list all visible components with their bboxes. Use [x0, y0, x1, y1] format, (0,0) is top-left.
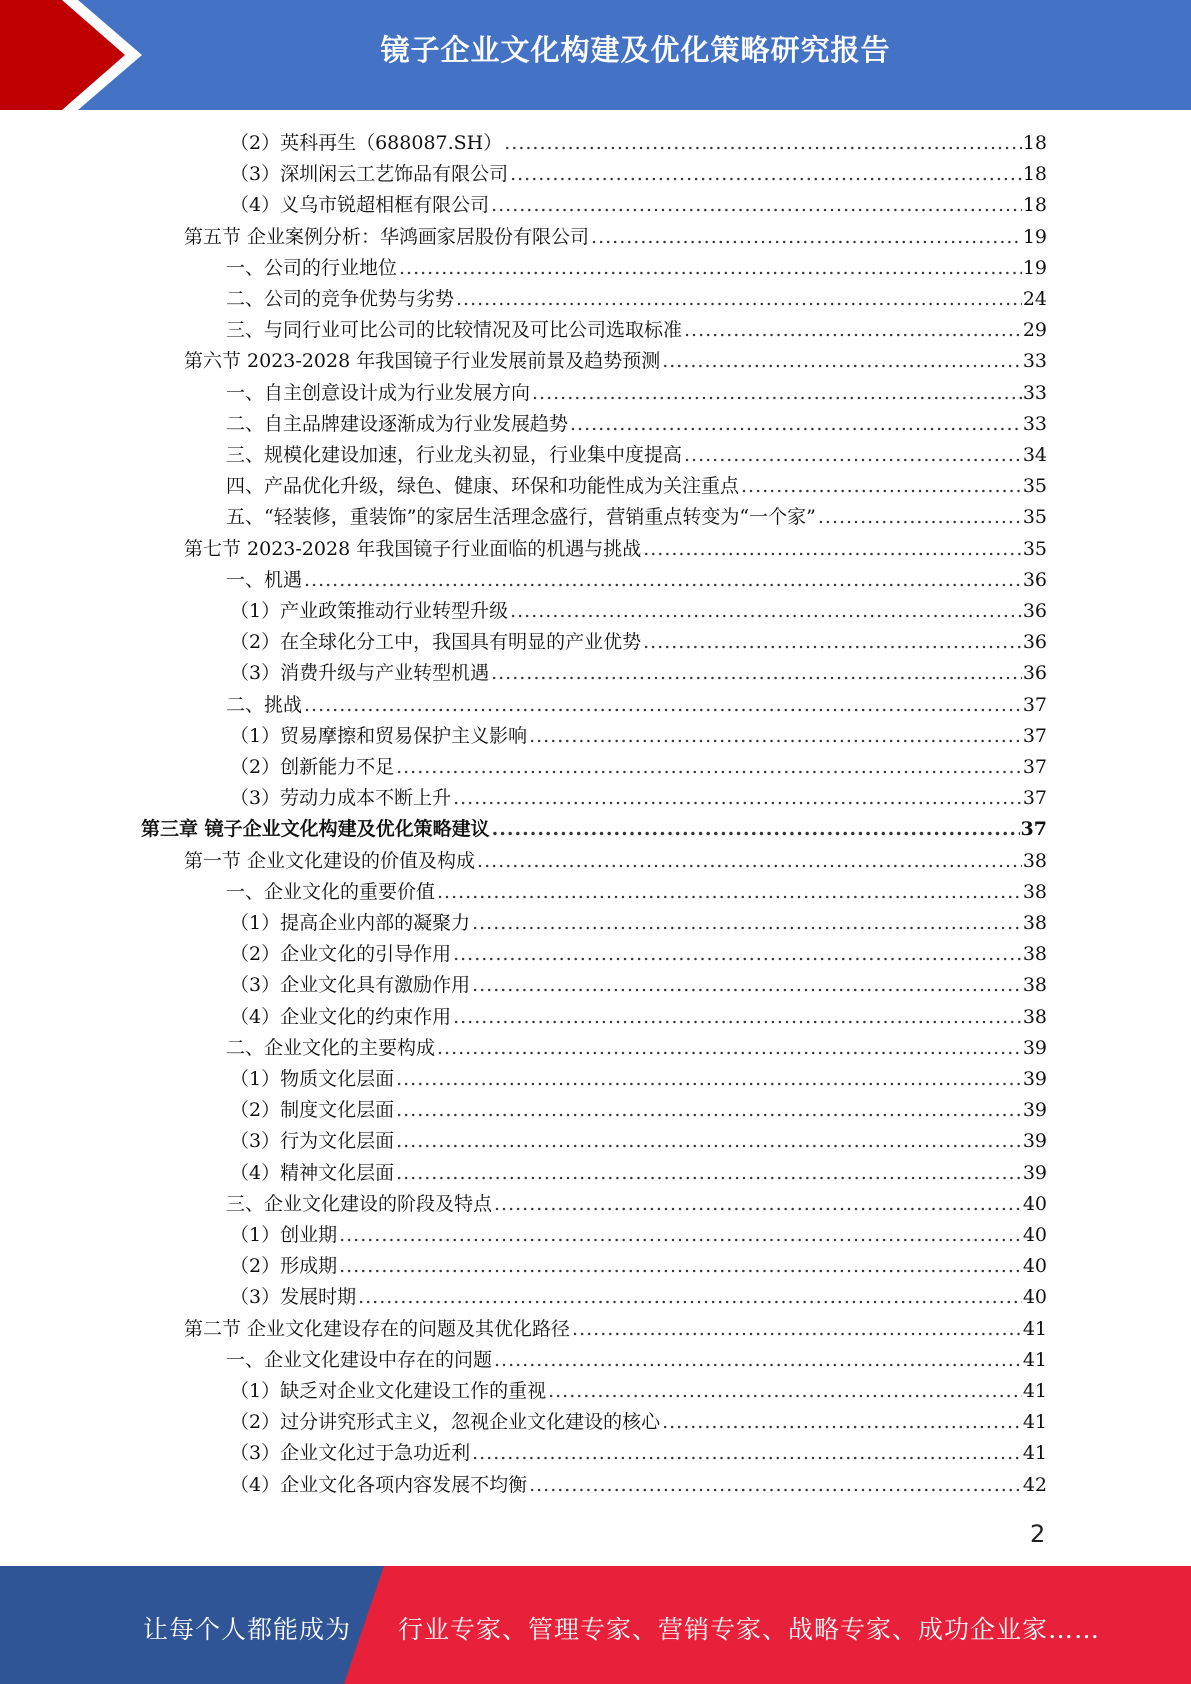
- toc-entry-page: 39: [1022, 1099, 1047, 1122]
- toc-leader-dots: [304, 565, 1022, 596]
- toc-leader-dots: [396, 1158, 1022, 1189]
- toc-entry[interactable]: [230, 1220, 1047, 1251]
- toc-entry-title: （2）制度文化层面: [230, 1099, 395, 1122]
- toc-entry-page: 34: [1022, 444, 1047, 466]
- toc-entry-page: 36: [1022, 631, 1047, 654]
- toc-leader-dots: [396, 1064, 1022, 1095]
- toc-leader-dots: [570, 409, 1022, 440]
- toc-entry-title: （4）企业文化的约束作用: [230, 1005, 452, 1028]
- toc-leader-dots: [456, 284, 1022, 315]
- toc-entry[interactable]: [230, 1470, 1047, 1501]
- toc-entry-page: 19: [1022, 256, 1047, 279]
- toc-entry[interactable]: [184, 346, 1047, 377]
- toc-entry-page: 36: [1022, 600, 1047, 622]
- toc-entry[interactable]: [230, 1438, 1047, 1469]
- toc-entry-title: （4）精神文化层面: [230, 1161, 395, 1184]
- toc-entry[interactable]: [184, 534, 1047, 565]
- toc-entry-title: （1）物质文化层面: [230, 1068, 395, 1090]
- toc-leader-dots: [548, 1376, 1022, 1407]
- toc-entry[interactable]: [226, 471, 1047, 502]
- toc-entry[interactable]: [230, 1158, 1047, 1189]
- toc-entry-page: 35: [1022, 475, 1047, 498]
- toc-entry-title: （3）消费升级与产业转型机遇: [230, 662, 490, 685]
- toc-entry[interactable]: [230, 1126, 1047, 1157]
- toc-entry-page: 35: [1022, 506, 1047, 529]
- toc-entry-title: 一、机遇: [226, 568, 303, 591]
- toc-entry[interactable]: [230, 627, 1047, 658]
- toc-entry-page: 41: [1022, 1380, 1047, 1402]
- toc-entry-page: 18: [1022, 163, 1047, 186]
- page-header: [0, 0, 1191, 110]
- toc-entry-title: 二、挑战: [226, 693, 303, 716]
- toc-leader-dots: [477, 846, 1022, 877]
- toc-leader-dots: [358, 1282, 1022, 1313]
- toc-entry[interactable]: [230, 721, 1047, 752]
- toc-entry-page: 39: [1022, 1036, 1047, 1059]
- toc-entry-page: 38: [1022, 974, 1047, 997]
- page-number: 2: [1030, 1520, 1046, 1548]
- toc-entry[interactable]: [230, 1407, 1047, 1438]
- toc-entry-title: （2）过分讲究形式主义，忽视企业文化建设的核心: [230, 1411, 661, 1434]
- toc-leader-dots: [510, 596, 1022, 627]
- toc-entry-title: （2）形成期: [230, 1255, 338, 1278]
- toc-leader-dots: [472, 970, 1022, 1001]
- toc-entry-page: 40: [1022, 1224, 1047, 1246]
- toc-entry-page: 37: [1022, 724, 1047, 747]
- toc-entry-page: 41: [1022, 1317, 1047, 1340]
- toc-entry-title: 三、企业文化建设的阶段及特点: [226, 1192, 493, 1215]
- toc-entry-page: 18: [1022, 194, 1047, 217]
- toc-entry-page: 37: [1022, 756, 1047, 778]
- toc-entry-page: 24: [1022, 288, 1047, 310]
- toc-leader-dots: [818, 502, 1022, 533]
- toc-entry[interactable]: [226, 315, 1047, 346]
- toc-entry-title: （2）英科再生（688087.SH）: [230, 132, 503, 154]
- toc-leader-dots: [643, 627, 1022, 658]
- toc-entry-title: 一、企业文化建设中存在的问题: [226, 1348, 493, 1371]
- toc-entry-page: 40: [1022, 1286, 1047, 1309]
- toc-entry-title: 第五节 企业案例分析：华鸿画家居股份有限公司: [184, 225, 590, 248]
- toc-entry-title: 二、企业文化的主要构成: [226, 1036, 436, 1059]
- toc-entry-title: （1）缺乏对企业文化建设工作的重视: [230, 1380, 547, 1402]
- toc-leader-dots: [532, 378, 1022, 409]
- toc-entry[interactable]: [230, 596, 1047, 627]
- toc-entry[interactable]: [226, 565, 1047, 596]
- toc-entry-title: 第六节 2023-2028 年我国镜子行业发展前景及趋势预测: [184, 350, 661, 373]
- toc-entry[interactable]: [226, 1345, 1047, 1376]
- footer-slogan-right: 行业专家、管理专家、营销专家、战略专家、成功企业家……: [398, 1615, 1101, 1644]
- toc-entry-page: 18: [1022, 132, 1047, 154]
- toc-entry-title: （3）深圳闲云工艺饰品有限公司: [230, 163, 509, 186]
- toc-entry[interactable]: [230, 970, 1047, 1001]
- toc-leader-dots: [662, 1407, 1022, 1438]
- toc-entry-title: 第七节 2023-2028 年我国镜子行业面临的机遇与挑战: [184, 537, 642, 560]
- toc-entry[interactable]: [226, 1189, 1047, 1220]
- toc-entry[interactable]: [230, 159, 1047, 190]
- toc-leader-dots: [492, 814, 1020, 845]
- toc-entry[interactable]: [230, 1095, 1047, 1126]
- toc-entry-title: 第一节 企业文化建设的价值及构成: [184, 849, 476, 872]
- toc-entry[interactable]: [184, 222, 1047, 253]
- toc-entry-title: 三、与同行业可比公司的比较情况及可比公司选取标准: [226, 319, 683, 342]
- toc-entry-title: 五、“轻装修，重装饰”的家居生活理念盛行，营销重点转变为“一个家”: [226, 506, 816, 529]
- toc-entry-title: 第二节 企业文化建设存在的问题及其优化路径: [184, 1317, 571, 1340]
- toc-entry-page: 41: [1022, 1442, 1047, 1465]
- toc-entry-title: （2）在全球化分工中，我国具有明显的产业优势: [230, 631, 642, 654]
- toc-entry[interactable]: [226, 877, 1047, 908]
- toc-entry[interactable]: [226, 1033, 1047, 1064]
- toc-entry-title: 一、企业文化的重要价值: [226, 880, 436, 903]
- toc-entry-title: （3）发展时期: [230, 1286, 357, 1309]
- toc-entry[interactable]: [226, 502, 1047, 533]
- report-title: 镜子企业文化构建及优化策略研究报告: [380, 33, 891, 67]
- toc-entry-page: 42: [1022, 1473, 1047, 1496]
- toc-entry[interactable]: [230, 190, 1047, 221]
- toc-leader-dots: [494, 1189, 1022, 1220]
- toc-entry[interactable]: [230, 1251, 1047, 1282]
- toc-leader-dots: [504, 128, 1022, 159]
- toc-entry-title: （3）劳动力成本不断上升: [230, 787, 452, 810]
- toc-entry-title: （3）企业文化过于急功近利: [230, 1442, 471, 1465]
- toc-entry-page: 41: [1022, 1348, 1047, 1371]
- toc-entry[interactable]: [230, 1376, 1047, 1407]
- toc-entry[interactable]: [184, 846, 1047, 877]
- toc-entry-page: 36: [1022, 568, 1047, 591]
- toc-entry[interactable]: [230, 1064, 1047, 1095]
- toc-entry-page: 36: [1022, 662, 1047, 685]
- toc-entry[interactable]: [230, 1002, 1047, 1033]
- toc-leader-dots: [396, 752, 1022, 783]
- toc-entry[interactable]: [226, 378, 1047, 409]
- toc-entry[interactable]: [230, 908, 1047, 939]
- toc-leader-dots: [472, 908, 1022, 939]
- toc-leader-dots: [510, 159, 1022, 190]
- toc-leader-dots: [304, 690, 1022, 721]
- toc-entry-title: （1）创业期: [230, 1224, 338, 1246]
- toc-entry-title: （2）企业文化的引导作用: [230, 943, 452, 966]
- toc-leader-dots: [396, 1095, 1022, 1126]
- toc-leader-dots: [494, 1345, 1022, 1376]
- toc-entry-page: 38: [1022, 943, 1047, 966]
- toc-entry-title: （4）企业文化各项内容发展不均衡: [230, 1473, 528, 1496]
- toc-entry-page: 33: [1022, 412, 1047, 435]
- toc-entry-page: 19: [1022, 225, 1047, 248]
- toc-leader-dots: [741, 471, 1022, 502]
- toc-entry-page: 39: [1022, 1068, 1047, 1090]
- toc-leader-dots: [396, 1126, 1022, 1157]
- toc-entry[interactable]: [230, 783, 1047, 814]
- toc-entry-title: （1）产业政策推动行业转型升级: [230, 600, 509, 622]
- toc-entry-title: （1）贸易摩擦和贸易保护主义影响: [230, 724, 528, 747]
- toc-entry-page: 39: [1022, 1161, 1047, 1184]
- toc-entry[interactable]: [226, 690, 1047, 721]
- toc-entry[interactable]: [226, 284, 1047, 315]
- toc-entry-title: 二、自主品牌建设逐渐成为行业发展趋势: [226, 412, 569, 435]
- toc-entry-title: 三、规模化建设加速，行业龙头初显，行业集中度提高: [226, 444, 683, 466]
- toc-leader-dots: [491, 658, 1022, 689]
- toc-entry-title: （3）企业文化具有激励作用: [230, 974, 471, 997]
- toc-entry[interactable]: [230, 658, 1047, 689]
- toc-entry-page: 29: [1022, 319, 1047, 342]
- toc-entry-page: 40: [1022, 1255, 1047, 1278]
- toc-leader-dots: [453, 783, 1022, 814]
- toc-entry-title: （4）义乌市锐超相框有限公司: [230, 194, 490, 217]
- toc-entry-title: （2）创新能力不足: [230, 756, 395, 778]
- toc-entry-title: 一、自主创意设计成为行业发展方向: [226, 381, 531, 404]
- toc-entry-page: 38: [1022, 849, 1047, 872]
- toc-entry-title: 一、公司的行业地位: [226, 256, 398, 279]
- toc-leader-dots: [339, 1251, 1022, 1282]
- toc-leader-dots: [643, 534, 1022, 565]
- toc-leader-dots: [437, 1033, 1022, 1064]
- toc-leader-dots: [437, 877, 1022, 908]
- toc-entry[interactable]: [226, 440, 1047, 471]
- toc-entry-title: （1）提高企业内部的凝聚力: [230, 912, 471, 934]
- toc-entry-page: 33: [1022, 350, 1047, 373]
- toc-leader-dots: [491, 190, 1022, 221]
- toc-leader-dots: [529, 721, 1022, 752]
- page-footer: [0, 1566, 1191, 1684]
- toc-entry[interactable]: [230, 1282, 1047, 1313]
- toc-entry-page: 41: [1022, 1411, 1047, 1434]
- toc-leader-dots: [662, 346, 1022, 377]
- toc-entry-title: （3）行为文化层面: [230, 1130, 395, 1153]
- toc-entry-title: 二、公司的竞争优势与劣势: [226, 288, 455, 310]
- toc-entry-title: 第三章 镜子企业文化构建及优化策略建议: [141, 818, 490, 841]
- toc-leader-dots: [339, 1220, 1022, 1251]
- toc-entry[interactable]: [230, 128, 1047, 159]
- toc-entry-page: 39: [1022, 1130, 1047, 1153]
- toc-entry[interactable]: [226, 253, 1047, 284]
- toc-entry-page: 38: [1022, 912, 1047, 934]
- toc-entry-page: 37: [1022, 787, 1047, 810]
- toc-entry-page: 37: [1020, 818, 1047, 841]
- toc-leader-dots: [529, 1470, 1022, 1501]
- toc-leader-dots: [399, 253, 1022, 284]
- toc-entry-page: 37: [1022, 693, 1047, 716]
- toc-chapter-entry[interactable]: [141, 814, 1047, 845]
- toc-leader-dots: [453, 939, 1022, 970]
- toc-leader-dots: [684, 440, 1022, 471]
- footer-slogan-left: 让每个人都能成为: [143, 1615, 352, 1644]
- toc-entry-page: 35: [1022, 537, 1047, 560]
- toc-leader-dots: [684, 315, 1022, 346]
- toc-leader-dots: [572, 1314, 1022, 1345]
- toc-entry[interactable]: [230, 939, 1047, 970]
- toc-entry-title: 四、产品优化升级，绿色、健康、环保和功能性成为关注重点: [226, 475, 740, 498]
- toc-entry-page: 38: [1022, 1005, 1047, 1028]
- toc-entry-page: 38: [1022, 880, 1047, 903]
- toc-leader-dots: [472, 1438, 1022, 1469]
- toc-entry-page: 40: [1022, 1192, 1047, 1215]
- toc-entry[interactable]: [230, 752, 1047, 783]
- toc-entry[interactable]: [184, 1314, 1047, 1345]
- toc-entry[interactable]: [226, 409, 1047, 440]
- toc-leader-dots: [591, 222, 1022, 253]
- toc-entry-page: 33: [1022, 381, 1047, 404]
- toc-leader-dots: [453, 1002, 1022, 1033]
